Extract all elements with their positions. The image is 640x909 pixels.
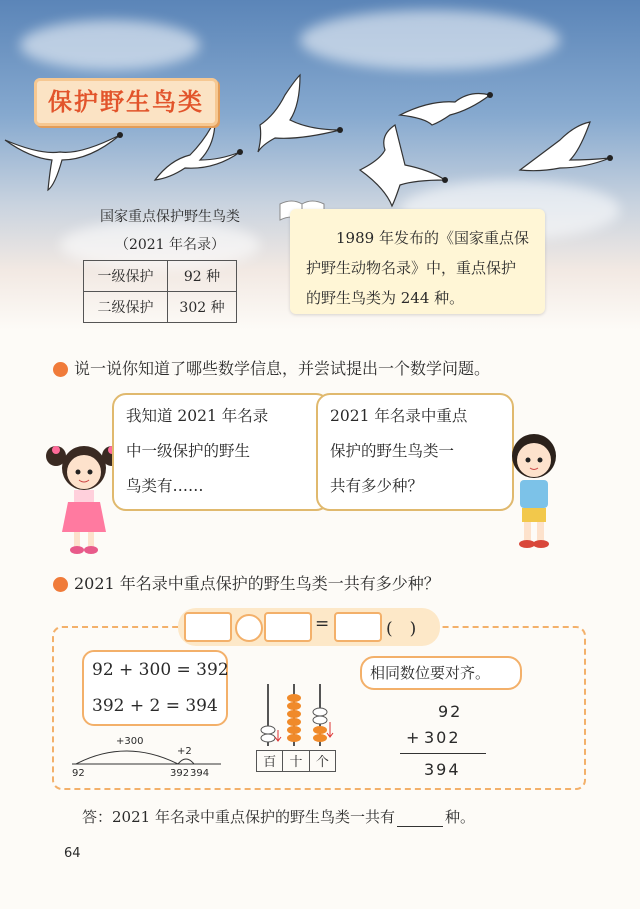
prompt-question-1: 说一说你知道了哪些数学信息，并尝试提出一个数学问题。 — [74, 359, 491, 378]
number-line-mark: 92 — [72, 768, 85, 779]
answer-blank[interactable] — [397, 812, 443, 827]
tip-text: 相同数位要对齐。 — [370, 664, 491, 682]
abacus-label-hundreds: 百 — [257, 751, 283, 771]
boy-speech-bubble — [316, 393, 514, 511]
speech-line: 鸟类有…… — [126, 477, 204, 495]
abacus-label-tens: 十 — [283, 751, 309, 771]
vertical-top-number: 92 — [438, 702, 463, 721]
jump-label: +2 — [177, 746, 192, 757]
abacus-label-ones: 个 — [315, 755, 329, 770]
answer-prefix: 答：2021 年名录中重点保护的野生鸟类一共有 — [82, 808, 395, 826]
vertical-sum-line — [400, 753, 486, 754]
note-text: 1989 年发布的《国家重点保护野生动物名录》中，重点保护的野生鸟类为 244 种。 — [306, 229, 529, 307]
equation-box-1[interactable] — [184, 612, 232, 642]
table-caption: 国家重点保护野生鸟类 — [100, 209, 240, 225]
abacus-diagram — [256, 680, 336, 752]
page-number: 64 — [64, 846, 81, 861]
number-line-mark: 392 — [170, 768, 190, 779]
table-row — [84, 261, 237, 292]
answer-line — [82, 806, 475, 827]
bullet-dot-icon — [53, 362, 68, 377]
page-title: 保护野生鸟类 — [48, 88, 204, 116]
protection-level-table — [83, 260, 237, 323]
prompt-question-2: 2021 年名录中重点保护的野生鸟类一共有多少种？ — [74, 574, 440, 593]
speech-line: 2021 年名录中重点 — [330, 407, 468, 425]
vertical-plus-sign: + — [406, 728, 422, 747]
number-line-mark: 394 — [190, 768, 210, 779]
speech-line: 保护的野生鸟类一 — [330, 442, 455, 460]
unit-parentheses: ( ) — [386, 619, 417, 639]
info-note-card — [290, 209, 545, 314]
girl-speech-bubble — [112, 393, 330, 511]
equation-box-3[interactable] — [334, 612, 382, 642]
equals-sign: = — [315, 614, 330, 634]
boy-character-icon — [504, 430, 564, 552]
section-title-tag — [34, 78, 218, 126]
table-cell-level: 一级保护 — [84, 261, 168, 292]
abacus-place-labels — [256, 750, 336, 772]
vertical-result-number: 394 — [424, 760, 461, 779]
table-row — [84, 292, 237, 323]
bullet-dot-icon — [53, 577, 68, 592]
jump-label: +300 — [116, 736, 144, 747]
table-cell-count: 92 种 — [168, 261, 237, 292]
table-cell-level: 二级保护 — [84, 292, 168, 323]
answer-suffix: 种。 — [444, 808, 475, 826]
speech-line: 中一级保护的野生 — [126, 442, 251, 460]
vertical-middle-number: 302 — [424, 728, 461, 747]
table-subcaption: （2021 年名录） — [114, 237, 226, 253]
operator-circle[interactable] — [235, 614, 263, 642]
table-cell-count: 302 种 — [168, 292, 237, 323]
method1-line1: 92 + 300 = 392 — [92, 660, 229, 680]
speech-line: 我知道 2021 年名录 — [126, 407, 269, 425]
method1-line2: 392 + 2 = 394 — [92, 696, 218, 716]
equation-box-2[interactable] — [264, 612, 312, 642]
speech-line: 共有多少种？ — [330, 477, 424, 495]
